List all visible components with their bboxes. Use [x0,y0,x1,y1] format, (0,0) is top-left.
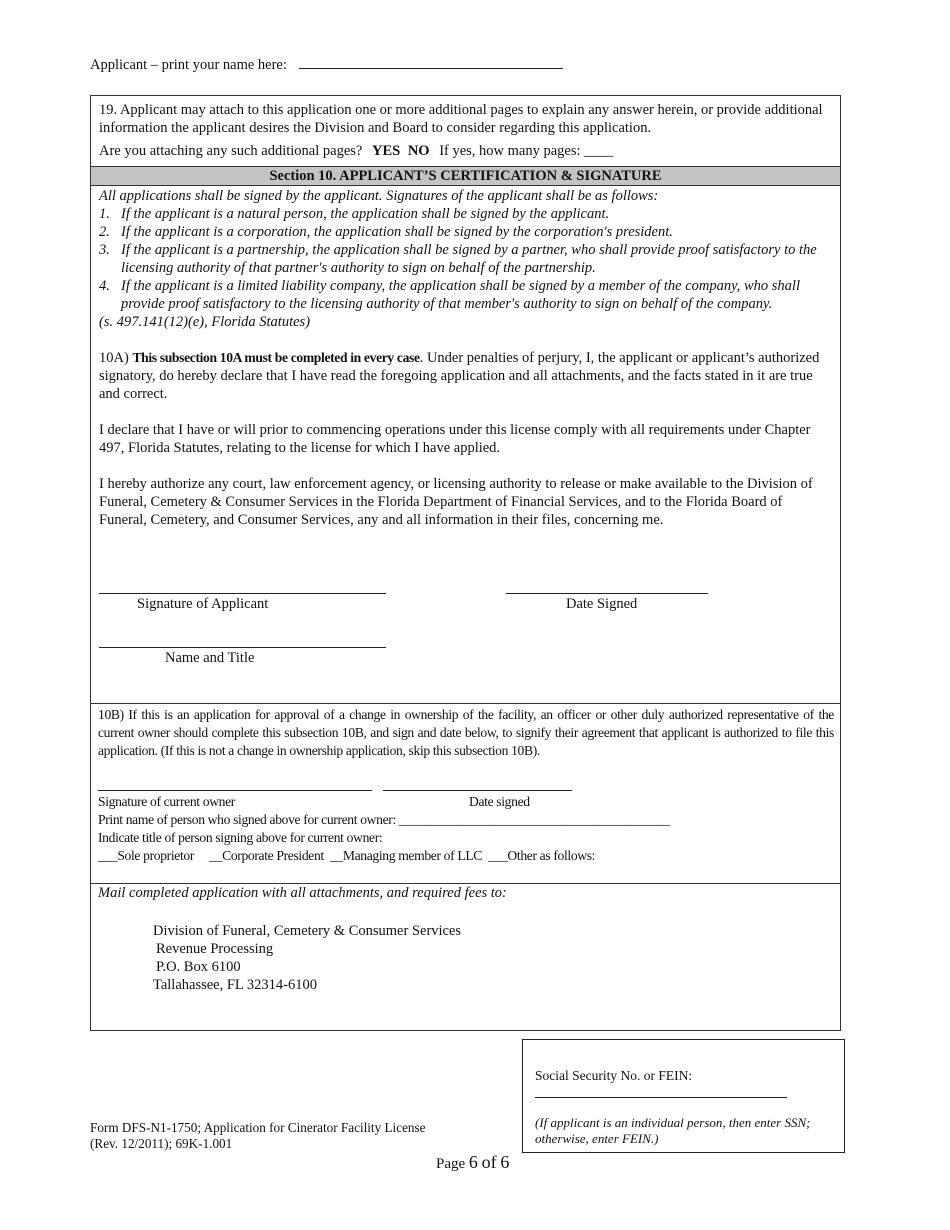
applicant-signature-line[interactable] [99,593,386,594]
subsection-10a-text: 10A) This subsection 10A must be completed in every case. Under penalties of perjury, I, the applicant or applicant’s authorized signatory, do hereby declare that I have read the foregoing application and all attachments, and the facts stated in it are true and correct. [99,350,820,402]
owner-date-line[interactable] [383,790,572,791]
owner-title-label: Indicate title of person signing above for current owner: [98,830,383,845]
name-title-line[interactable] [99,647,386,648]
ssn-fein-label: Social Security No. or FEIN: [535,1068,693,1083]
owner-date-label: Date signed [469,794,530,809]
mail-instructions-box [90,883,841,1031]
yes-option[interactable]: YES [371,143,401,159]
date-signed-line[interactable] [506,593,708,594]
page-number: Page 6 of 6 [436,1152,510,1172]
authorization-text: I hereby authorize any court, law enforcement agency, or licensing authority to release or make available to the Division of Funeral, Cemetery & Consumer Services in the Florida Department of Financial Services, and to the Florida Board of Funeral, Cemetery, and Consumer Services, any and all information in their files, concerning me. [99,476,813,528]
mail-instruction: Mail completed application with all attachments, and required fees to: [98,885,507,901]
form-identifier [90,1120,426,1152]
address-line-1: Division of Funeral, Cemetery & Consumer Services [153,923,462,939]
subsection-10b-box [90,703,841,884]
question-19-text: 19. Applicant may attach to this application one or more additional pages to explain any answer herein, or provide additional information the applicant desires the Division and Board to consider regarding this application. [99,102,823,136]
date-signed-label: Date Signed [566,596,638,612]
question-19-box [90,95,841,166]
section-10-header [90,166,841,186]
ssn-fein-note: (If applicant is an individual person, then enter SSN; otherwise, enter FEIN.) [535,1115,811,1146]
compliance-declaration: I declare that I have or will prior to commencing operations under this license comply with all requirements under Chapter 497, Florida Statutes, relating to the license for which I have applied. [99,422,811,456]
address-line-2: Revenue Processing [156,941,274,957]
signing-rule-4: 4. If the applicant is a limited liability company, the application shall be signed by a member of the company, who shall provide proof satisfactory to the licensing authority of that member's authority to sign on behalf of the company. [99,278,800,312]
applicant-name-field[interactable] [299,56,563,69]
address-line-4: Tallahassee, FL 32314-6100 [153,977,317,993]
question-19-attach-row [99,142,829,160]
signing-rules-intro: All applications shall be signed by the applicant. Signatures of the applicant shall be as follows: [99,188,659,204]
mail-address [153,922,461,994]
section-10-title: Section 10. APPLICANT’S CERTIFICATION & SIGNATURE [269,168,662,184]
no-option[interactable]: NO [407,143,430,159]
form-line-2: (Rev. 12/2011); 69K-1.001 [90,1136,233,1151]
applicant-name-label: Applicant – print your name here: [90,57,287,73]
ssn-fein-input-line[interactable] [535,1097,787,1098]
form-line-1: Form DFS-N1-1750; Application for Cinerator Facility License [90,1120,426,1135]
signing-rule-2: 2. If the applicant is a corporation, the application shall be signed by the corporation's president. [99,224,673,240]
ssn-fein-box [522,1039,845,1153]
applicant-name-row [90,56,563,74]
statute-citation: (s. 497.141(12)(e), Florida Statutes) [99,314,311,330]
owner-print-name-field[interactable]: Print name of person who signed above for current owner: __________________________________________ [98,812,670,827]
owner-signature-label: Signature of current owner [98,794,235,809]
attach-question: Are you attaching any such additional pages? [99,143,363,159]
pages-count-question[interactable]: If yes, how many pages: ____ [439,143,614,159]
subsection-10b-text: 10B) If this is an application for approval of a change in ownership of the facility, an officer or other duly authorized representative of the current owner should complete this subsection 10B, and sign and date below, to signify their agreement that applicant is authorized to file this application. (If this is not a change in ownership application, skip this subsection 10B). [98,707,834,758]
signature-of-applicant-label: Signature of Applicant [137,596,269,612]
owner-signature-line[interactable] [98,790,372,791]
address-line-3: P.O. Box 6100 [156,959,241,975]
owner-title-options[interactable]: ___Sole proprietor __Corporate President __Managing member of LLC ___Other as follows: [98,848,596,863]
name-and-title-label: Name and Title [165,650,255,666]
signing-rule-3: 3. If the applicant is a partnership, the application shall be signed by a partner, who shall provide proof satisfactory to the licensing authority of that partner's authority to sign on behalf of the partnership. [99,242,817,276]
signing-rule-1: 1. If the applicant is a natural person, the application shall be signed by the applicant. [99,206,610,222]
section-10-box [90,185,841,704]
